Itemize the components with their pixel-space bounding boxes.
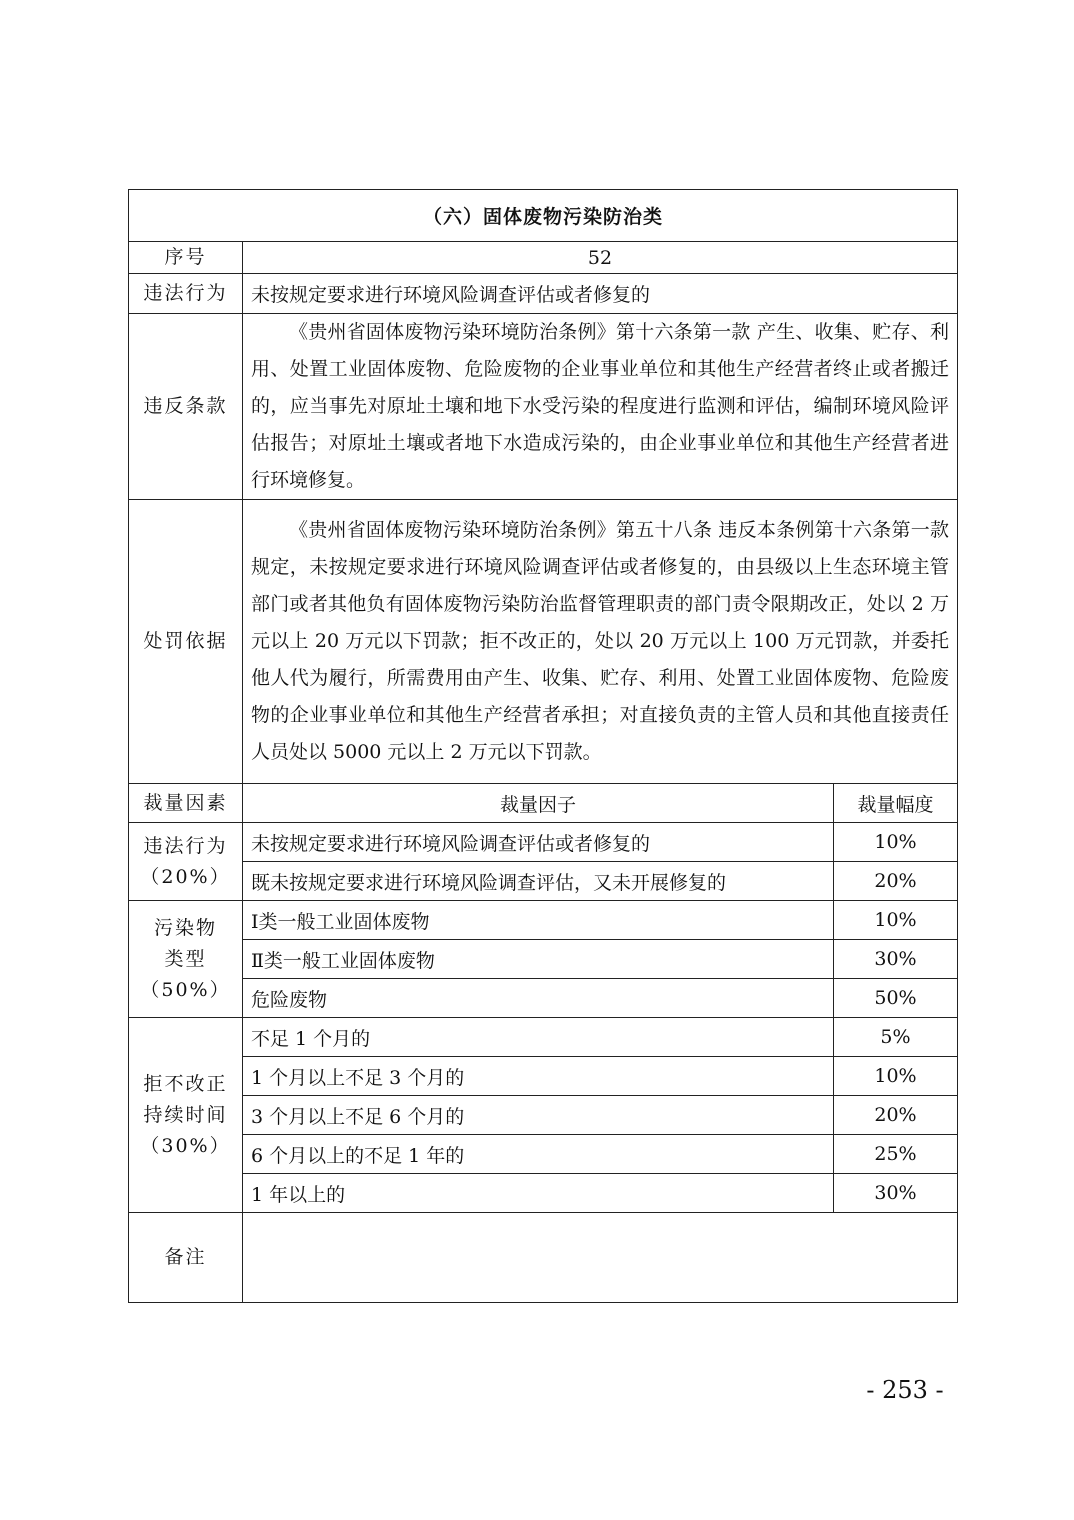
remarks-label: 备注 xyxy=(129,1213,243,1303)
penalty-basis-cell xyxy=(243,500,958,784)
serial-value: 52 xyxy=(243,242,958,274)
table-row xyxy=(129,1057,958,1096)
range-value: 5% xyxy=(834,1018,958,1057)
group-violation-behavior xyxy=(129,823,243,901)
remarks-value xyxy=(243,1213,958,1303)
table-row xyxy=(129,1018,958,1057)
group-name-line2: 持续时间 xyxy=(143,1103,228,1126)
range-value: 10% xyxy=(834,1057,958,1096)
violated-clause-text: 《贵州省固体废物污染环境防治条例》第十六条第一款 产生、收集、贮存、利用、处置工业固体废物、危险废物的企业事业单位和其他生产经营者终止或者搬迁的，应当事先对原址土壤和地下水受污染的程度进行监测和评估，编制环境风险评估报告；对原址土壤或者地下水造成污染的，由企业事业单位和其他生产经营者进行环境修复。 xyxy=(251,321,949,491)
table-title: （六）固体废物污染防治类 xyxy=(129,190,958,242)
table-row xyxy=(129,979,958,1018)
punishment-discretion-table xyxy=(128,189,958,1303)
discretion-range-header: 裁量幅度 xyxy=(834,784,958,823)
discretion-factor-header: 裁量因素 xyxy=(129,784,243,823)
table-row xyxy=(129,1135,958,1174)
table-row xyxy=(129,862,958,901)
discretion-subfactor-header: 裁量因子 xyxy=(243,784,834,823)
factor-text: 6 个月以上的不足 1 年的 xyxy=(243,1135,834,1174)
violation-text: 未按规定要求进行环境风险调查评估或者修复的 xyxy=(243,274,958,314)
range-value: 30% xyxy=(834,940,958,979)
table-row xyxy=(129,901,958,940)
factor-text: 危险废物 xyxy=(243,979,834,1018)
page-number: - 253 - xyxy=(866,1376,944,1404)
range-value: 10% xyxy=(834,901,958,940)
penalty-basis-label: 处罚依据 xyxy=(129,500,243,784)
violation-label: 违法行为 xyxy=(129,274,243,314)
table-row xyxy=(129,1096,958,1135)
group-weight: （50%） xyxy=(140,978,231,1001)
factor-text: Ⅱ类一般工业固体废物 xyxy=(243,940,834,979)
range-value: 20% xyxy=(834,862,958,901)
table-row xyxy=(129,940,958,979)
factor-text: 3 个月以上不足 6 个月的 xyxy=(243,1096,834,1135)
range-value: 20% xyxy=(834,1096,958,1135)
factor-text: 既未按规定要求进行环境风险调查评估，又未开展修复的 xyxy=(243,862,834,901)
serial-label: 序号 xyxy=(129,242,243,274)
table-row xyxy=(129,1174,958,1213)
range-value: 50% xyxy=(834,979,958,1018)
violated-clause-cell xyxy=(243,314,958,500)
group-name: 违法行为 xyxy=(143,834,228,857)
group-name-line1: 拒不改正 xyxy=(143,1072,228,1095)
factor-text: 1 个月以上不足 3 个月的 xyxy=(243,1057,834,1096)
factor-text: 未按规定要求进行环境风险调查评估或者修复的 xyxy=(243,823,834,862)
factor-text: 不足 1 个月的 xyxy=(243,1018,834,1057)
factor-text: Ⅰ类一般工业固体废物 xyxy=(243,901,834,940)
range-value: 30% xyxy=(834,1174,958,1213)
table-row xyxy=(129,823,958,862)
group-pollutant-type xyxy=(129,901,243,1018)
penalty-basis-text: 《贵州省固体废物污染环境防治条例》第五十八条 违反本条例第十六条第一款规定，未按规定要求进行环境风险调查评估或者修复的，由县级以上生态环境主管部门或者其他负有固体废物污染防治监督管理职责的部门责令限期改正，处以 2 万元以上 20 万元以下罚款；拒不改正的，处以 20 万元以上 100 万元罚款，并委托他人代为履行，所需费用由产生、收集、贮存、利用、处置工业固体废物、危险废物的企业事业单位和其他生产经营者承担；对直接负责的主管人员和其他直接责任人员处以 5000 元以上 2 万元以下罚款。 xyxy=(251,519,949,763)
group-weight: （20%） xyxy=(140,865,231,888)
group-weight: （30%） xyxy=(140,1134,231,1157)
range-value: 10% xyxy=(834,823,958,862)
group-name-line1: 污染物 xyxy=(153,916,217,939)
violated-clause-label: 违反条款 xyxy=(129,314,243,500)
range-value: 25% xyxy=(834,1135,958,1174)
group-name-line2: 类型 xyxy=(164,947,207,970)
factor-text: 1 年以上的 xyxy=(243,1174,834,1213)
group-refusal-duration xyxy=(129,1018,243,1213)
